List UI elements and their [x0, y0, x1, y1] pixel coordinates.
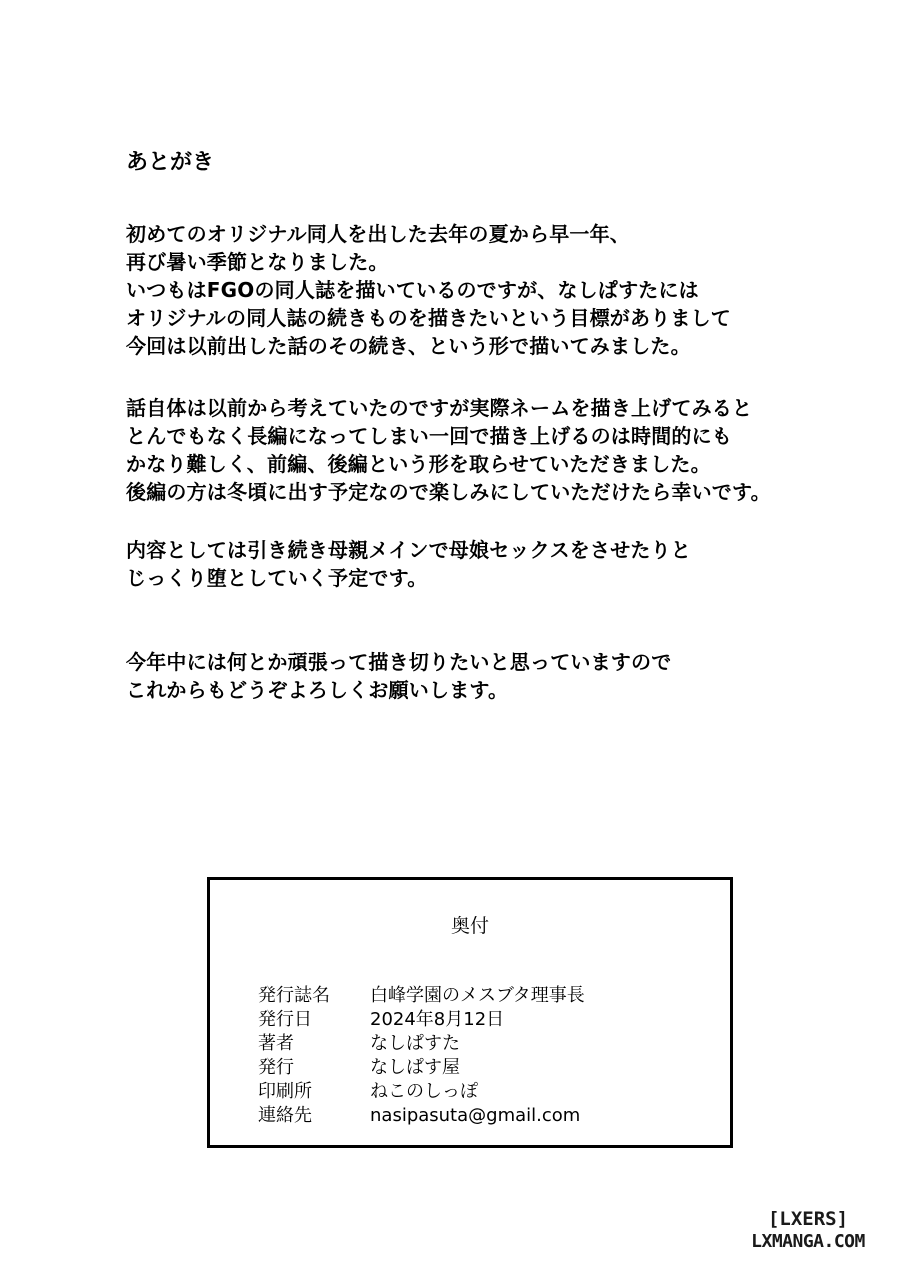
colophon-table — [258, 984, 585, 1128]
afterword-line: 今年中には何とか頑張って描き切りたいと思っていますので — [126, 650, 672, 674]
colophon-box — [207, 877, 733, 1148]
colophon-label: 印刷所 — [258, 1081, 312, 1102]
afterword-line: とんでもなく長編になってしまい一回で描き上げるのは時間的にも — [126, 424, 732, 448]
colophon-label: 著者 — [258, 1033, 294, 1054]
afterword-line: 初めてのオリジナル同人を出した去年の夏から早一年、 — [126, 222, 630, 246]
afterword-line: 後編の方は冬頃に出す予定なので楽しみにしていただけたら幸いです。 — [126, 480, 771, 504]
colophon-value: nasipasuta@gmail.com — [370, 1105, 581, 1126]
colophon-row-title — [258, 984, 585, 1008]
afterword-line: かなり難しく、前編、後編という形を取らせていただきました。 — [126, 452, 711, 476]
afterword-line: 話自体は以前から考えていたのですが実際ネームを描き上げてみると — [126, 396, 753, 420]
afterword-line: オリジナルの同人誌の続きものを描きたいという目標がありまして — [126, 306, 731, 330]
colophon-row-author — [258, 1032, 585, 1056]
colophon-value: 白峰学園のメスブタ理事長 — [370, 985, 585, 1006]
colophon-row-date — [258, 1008, 585, 1032]
colophon-title: 奥付 — [450, 915, 489, 937]
colophon-row-printer — [258, 1080, 585, 1104]
colophon-value: ねこのしっぽ — [370, 1081, 478, 1102]
afterword-paragraph-3 — [126, 536, 866, 592]
afterword-line: 内容としては引き続き母親メインで母娘セックスをさせたりと — [126, 538, 691, 562]
colophon-label: 連絡先 — [258, 1105, 312, 1126]
afterword-paragraph-2 — [126, 394, 866, 506]
colophon-label: 発行誌名 — [258, 985, 330, 1006]
site-watermark — [728, 1208, 888, 1254]
afterword-line: じっくり堕としていく予定です。 — [126, 566, 428, 590]
afterword-line: いつもはFGOの同人誌を描いているのですが、なしぱすたには — [126, 278, 699, 302]
colophon-value: 2024年8月12日 — [370, 1009, 505, 1030]
afterword-section — [126, 148, 866, 704]
colophon-row-publisher — [258, 1056, 585, 1080]
watermark-domain: LXMANGA.COM — [751, 1231, 865, 1252]
afterword-title: あとがき — [126, 150, 215, 175]
afterword-paragraph-4 — [126, 648, 866, 704]
colophon-value: なしぱすた — [370, 1033, 460, 1054]
afterword-line: 今回は以前出した話のその続き、という形で描いてみました。 — [126, 334, 691, 358]
afterword-line: これからもどうぞよろしくお願いします。 — [126, 678, 509, 702]
colophon-row-contact — [258, 1104, 585, 1128]
colophon-label: 発行 — [258, 1057, 294, 1078]
colophon-label: 発行日 — [258, 1009, 312, 1030]
afterword-paragraph-1 — [126, 220, 866, 360]
watermark-brand: [LXERS] — [767, 1208, 849, 1230]
colophon-value: なしぱす屋 — [370, 1057, 460, 1078]
afterword-line: 再び暑い季節となりました。 — [126, 250, 389, 274]
